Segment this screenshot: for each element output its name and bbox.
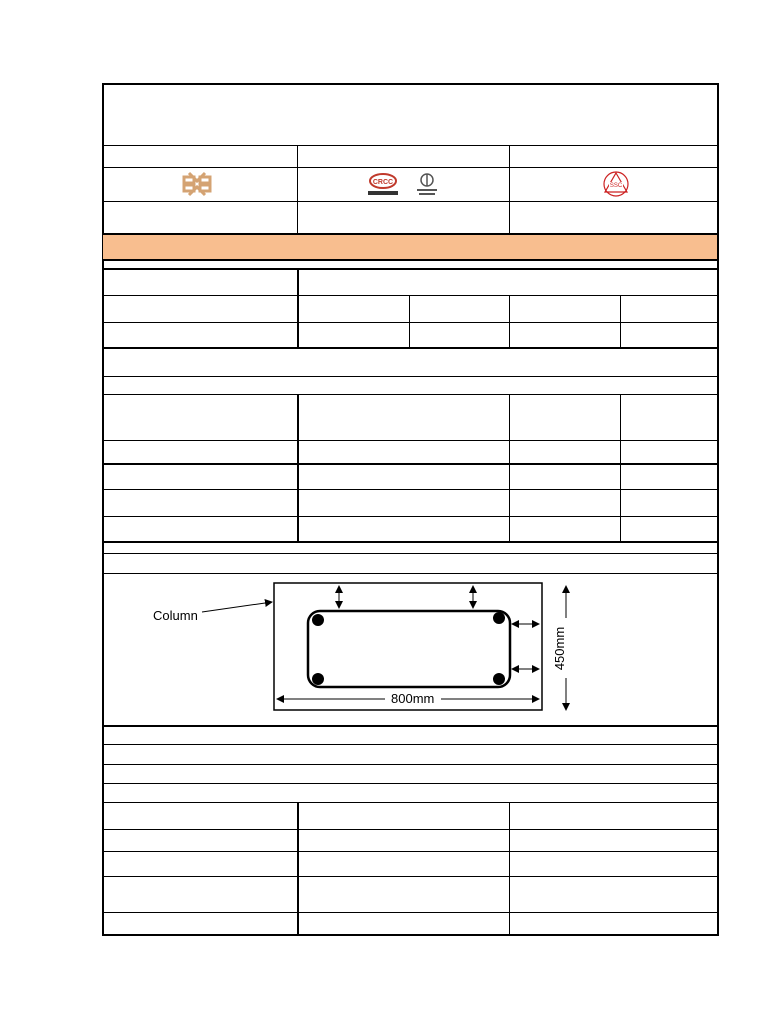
rebar	[493, 612, 505, 624]
height-dimension-label: 450mm	[552, 626, 568, 671]
stirrup-outline	[308, 611, 510, 687]
rebar	[493, 673, 505, 685]
rebar	[312, 614, 324, 626]
column-leader-line	[202, 602, 272, 612]
svg-text:SSC: SSC	[609, 183, 623, 189]
rebar	[312, 673, 324, 685]
width-dimension-label: 800mm	[391, 691, 435, 706]
svg-text:CRCC: CRCC	[372, 179, 394, 186]
column-label: Column	[153, 608, 198, 623]
